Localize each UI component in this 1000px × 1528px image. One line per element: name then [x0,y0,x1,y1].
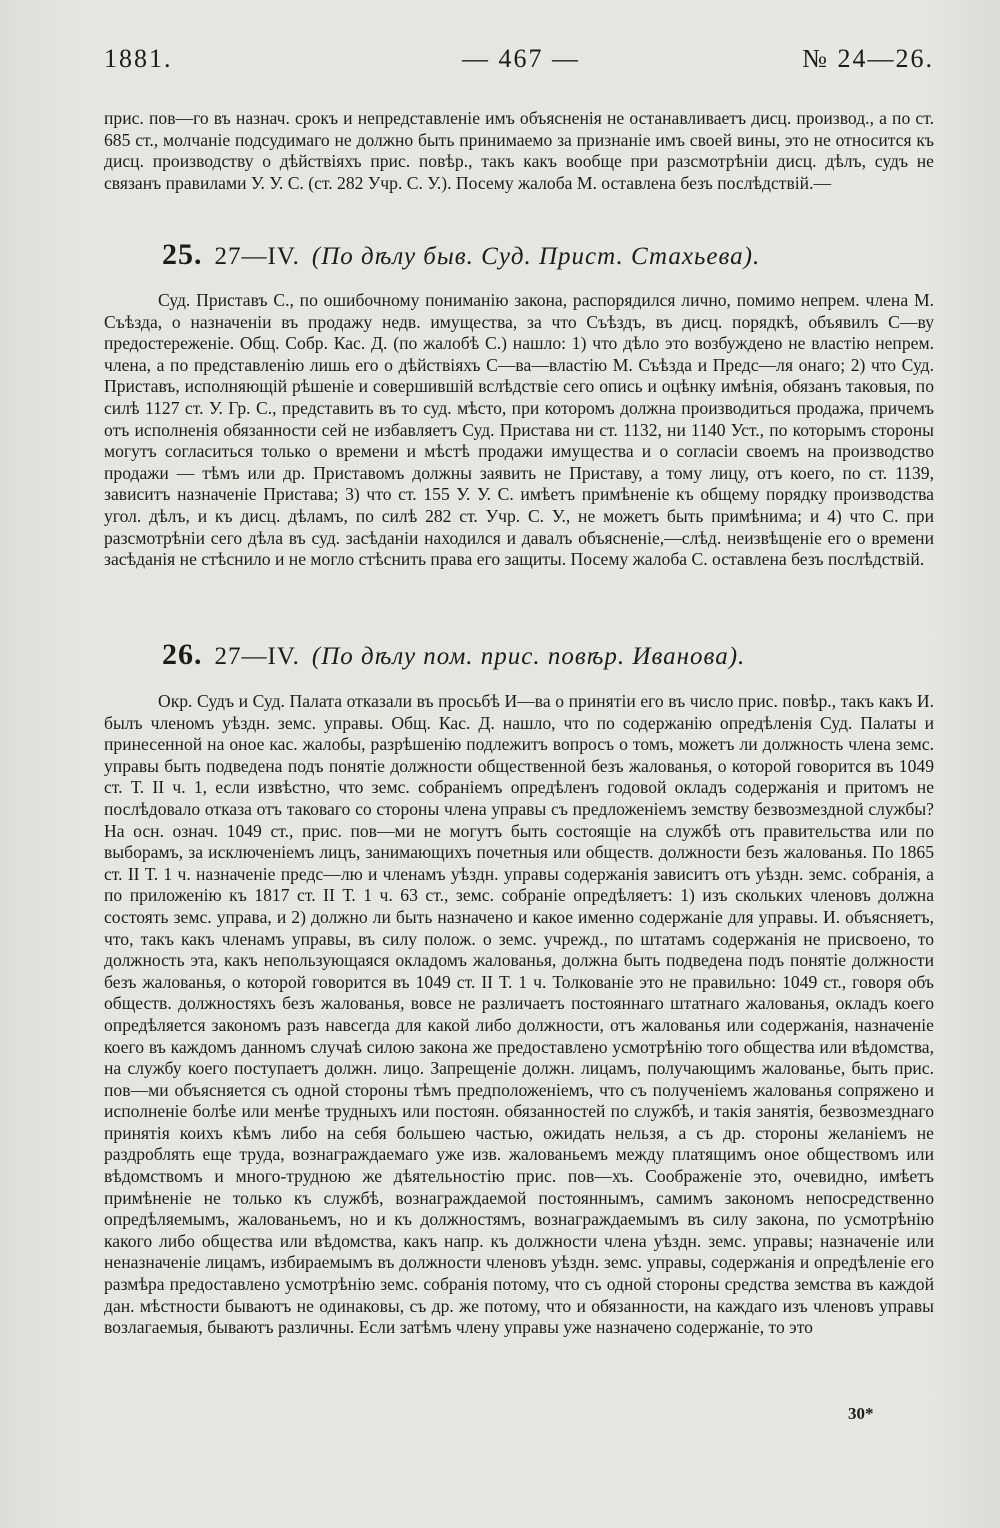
section-25-paragraph: Суд. Приставъ С., по ошибочному пониманію закона, распорядился лично, помимо непрем. члена М. Съѣзда, о назначеніи въ продажу недв. имущества, за что Съѣздъ, въ дисц. порядкѣ, объявилъ С—ву предостереженіе. Общ. Собр. Кас. Д. (по жалобѣ С.) нашло: 1) что дѣло это возбуждено не властію непрем. члена, а по представленію лишь его о дѣйствіяхъ С—ва—властію М. Съѣзда и Предс—ля онаго; 2) что Суд. Приставъ, исполняющій рѣшеніе и совершившій вслѣдствіе сего опись и оцѣнку имѣнія, обязанъ таковыя, по силѣ 1127 ст. У. Гр. С., представить въ то суд. мѣсто, при которомъ должна производиться продажа, причемъ отъ исполненія обязанности сей не избавляетъ Суд. Пристава ни ст. 1132, ни 1140 Уст., по которымъ стороны могутъ согласиться только о времени и мѣстѣ продажи имущества и о согласіи своемъ на производство продажи — тѣмъ или др. Приставомъ должны заявить не Приставу, а тому лицу, отъ коего, по ст. 1139, зависитъ назначеніе Пристава; 3) что ст. 155 У. У. С. имѣетъ примѣненіе къ общему порядку производства угол. дѣлъ, и къ дисц. дѣламъ, по силѣ 282 ст. Учр. С. У., не можетъ быть примѣнима; и 4) что С. при разсмотрѣніи сего дѣла въ суд. засѣданіи находился и давалъ объясненіе,—слѣд. неизвѣщеніе его о времени засѣданія не стѣснило и не могло стѣснить права его защиты. Посему жалоба С. оставлена безъ послѣдствій. [104,290,934,570]
section-25-date: 27—IV. [214,243,300,270]
section-25-number: 25. [162,238,203,271]
section-26-number: 26. [162,638,203,671]
header-page-number: — 467 — [462,44,580,73]
section-26-paragraph: Окр. Судъ и Суд. Палата отказали въ просьбѣ И—ва о принятіи его въ число прис. повѣр., такъ какъ И. былъ членомъ уѣздн. земс. управы. Общ. Кас. Д. нашло, что по содержанію опредѣленія Суд. Палаты и принесенной на оное кас. жалобы, разрѣшенію подлежитъ вопросъ о томъ, можетъ ли должность члена земс. управы быть подведена подъ понятіе должности общественной безъ жалованья, о которой говорится въ 1049 ст. Т. II ч. 1, если извѣстно, что земс. собраніемъ опредѣленъ годовой окладъ содержанія и притомъ не послѣдовало отказа отъ таковаго со стороны члена управы съ предложеніемъ земству безвозмездной службы? На осн. означ. 1049 ст., прис. пов—ми не могутъ быть состоящіе на службѣ отъ правительства или по выборамъ, за исключеніемъ лицъ, занимающихъ почетныя или обществ. должности безъ жалованья. По 1865 ст. II Т. 1 ч. назначеніе предс—лю и членамъ уѣздн. управы содержанія зависитъ отъ уѣздн. земс. собранія, а по приложенію къ 1817 ст. II Т. 1 ч. 63 ст., земс. собраніе опредѣляетъ: 1) изъ скольких членовъ должна состоять земс. управа, и 2) должно ли быть назначено и какое именно содержаніе для управы. И. объясняетъ, что, такъ какъ членамъ управы, въ силу полож. о земс. учрежд., по штатамъ содержанія не присвоено, то должность эта, какъ непользующаяся окладомъ жалованья, должна быть подведена подъ понятіе должности безъ жалованья, о которой говорится въ 1049 ст. II Т. 1 ч. Толкованіе это не правильно: 1049 ст., говоря объ обществ. должностяхъ безъ жалованья, вовсе не различаетъ постояннаго штатнаго жалованья, окладъ коего опредѣляется закономъ разъ навсегда для какой либо должности, отъ жалованья или содержанія, назначеніе коего въ каждомъ данномъ случаѣ силою закона же предоставлено усмотрѣнію того общества или вѣдомства, на службу коего поступаетъ должн. лицо. Запрещеніе должн. лицамъ, получающимъ жалованье, быть прис. пов—ми объясняется съ одной стороны тѣмъ предположеніемъ, что съ полученіемъ жалованья сопряжено и исполненіе болѣе или менѣе трудныхъ или постоян. обязанностей по службѣ, и такія занятія, безвозмезднаго принятія коихъ кѣмъ либо на себя большею частью, ожидать нельзя, а съ др. стороны желаніемъ не раздроблять еще труда, вознаграждаемаго уже изв. жалованьемъ между платящимъ оное обществомъ или вѣдомствомъ и много-трудною же дѣятельностію прис. пов—хъ. Соображеніе это, очевидно, имѣетъ примѣненіе не только къ службѣ, вознаграждаемой постояннымъ, самимъ закономъ непосредственно опредѣляемымъ, жалованьемъ, но и къ должностямъ, вознаграждаемымъ въ силу закона, по усмотрѣнію какого либо общества или вѣдомства, какъ напр. къ должности члена уѣздн. земс. управы; назначеніе или неназначеніе лицамъ, избираемымъ въ должности членовъ уѣздн. земс. управы, содержанія и опредѣленіе его размѣра предоставлено усмотрѣнію земс. собранія потому, что съ одной стороны средства земства въ каждой дан. мѣстности бываютъ не одинаковы, съ др. же потому, что и обязанности, на каждаго изъ членовъ управы возлагаемыя, бываютъ различны. Если затѣмъ члену управы уже назначено содержаніе, то это [104,691,934,1338]
section-25-heading [162,238,760,272]
section-26-date: 27—IV. [214,643,300,670]
section-26-case-title: (По дѣлу пом. прис. повѣр. Иванова). [311,643,746,670]
section-25-case-title: (По дѣлу быв. Суд. Прист. Стахьева). [311,243,761,270]
printer-signature-mark: 30* [848,1404,874,1423]
header-year: 1881. [104,44,173,73]
header-issue-number: № 24—26. [802,44,934,73]
intro-paragraph: прис. пов—го въ назнач. срокъ и непредставленіе имъ объясненія не останавливаетъ дисц. производ., а по ст. 685 ст., молчаніе подсудимаго не должно быть принимаемо за признаніе имъ своей вины, это не относится къ дисц. производству о дѣйствіяхъ прис. повѣр., такъ какъ вообще при разсмотрѣніи дисц. дѣлъ, судъ не связанъ правилами У. У. С. (ст. 282 Учр. С. У.). Посему жалоба М. оставлена безъ послѣдствій.— [104,108,934,193]
section-26-heading [162,638,745,672]
